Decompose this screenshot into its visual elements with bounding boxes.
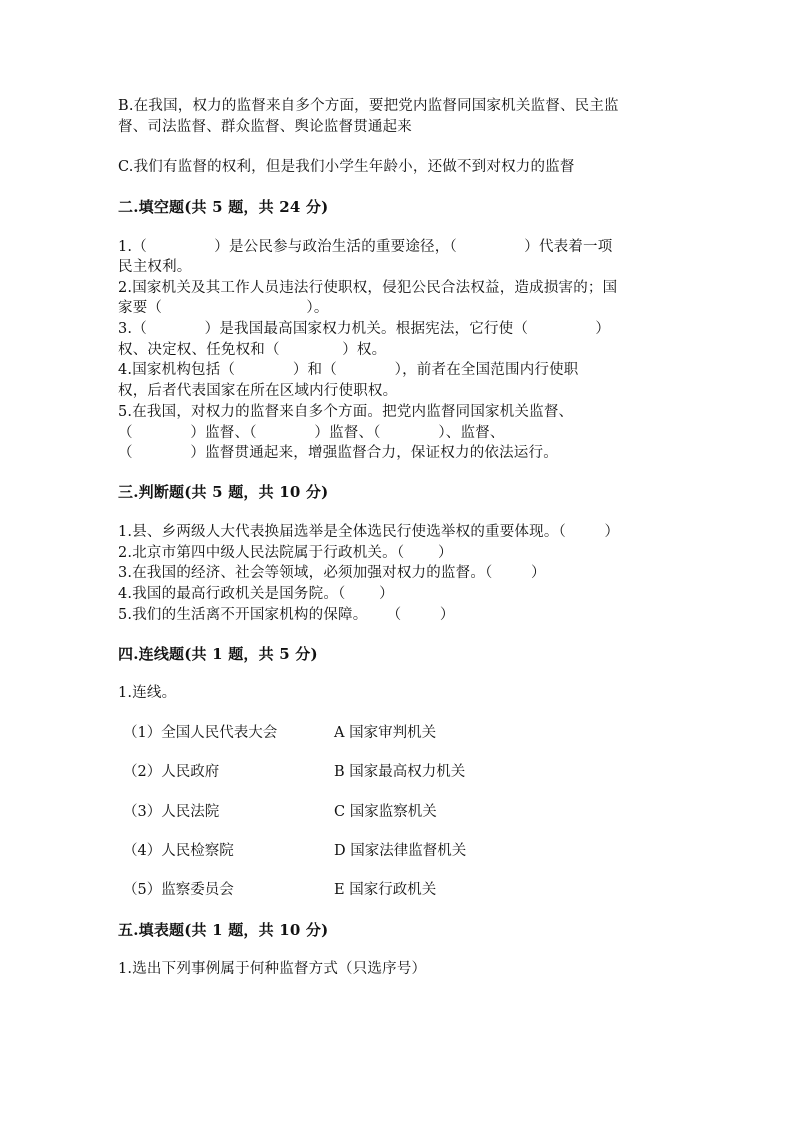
matching-left-item: （1）全国人民代表大会 <box>123 725 278 741</box>
judgment-line: 4.我国的最高行政机关是国务院。（ ） <box>118 586 394 602</box>
matching-left-item: （4）人民检察院 <box>123 843 234 859</box>
section-4-heading: 四.连线题(共 1 题，共 5 分) <box>118 645 318 663</box>
fill-blank-line: 权、决定权、任免权和（ ）权。 <box>118 342 387 358</box>
fill-blank-line: 3.（ ）是我国最高国家权力机关。根据宪法，它行使（ ） <box>118 321 611 337</box>
fill-blank-line: 民主权利。 <box>118 259 192 275</box>
option-b-line1: B.在我国，权力的监督来自多个方面，要把党内监督同国家机关监督、民主监 <box>118 98 619 114</box>
fill-blank-line: 权，后者代表国家在所在区域内行使职权。 <box>118 383 398 399</box>
option-c-line1: C.我们有监督的权利，但是我们小学生年龄小，还做不到对权力的监督 <box>118 159 575 175</box>
judgment-line: 3.在我国的经济、社会等领域，必须加强对权力的监督。（ ） <box>118 565 546 581</box>
fill-blank-line: 4.国家机构包括（ ）和（ ），前者在全国范围内行使职 <box>118 362 579 378</box>
fill-blank-line: （ ）监督贯通起来，增强监督合力，保证权力的依法运行。 <box>118 445 558 461</box>
fill-blank-line: （ ）监督、（ ）监督、（ ）、监督、 <box>118 425 505 441</box>
fill-blank-line: 2.国家机关及其工作人员违法行使职权，侵犯公民合法权益，造成损害的；国 <box>118 280 618 296</box>
fill-blank-line: 5.在我国，对权力的监督来自多个方面。把党内监督同国家机关监督、 <box>118 404 574 420</box>
matching-right-item: A 国家审判机关 <box>334 725 437 741</box>
fill-blank-line: 家要（ ）。 <box>118 300 329 316</box>
matching-left-item: （3）人民法院 <box>123 804 220 820</box>
section-3-heading: 三.判断题(共 5 题，共 10 分) <box>118 483 329 501</box>
matching-right-item: D 国家法律监督机关 <box>334 843 467 859</box>
matching-left-item: （5）监察委员会 <box>123 882 234 898</box>
matching-left-item: （2）人民政府 <box>123 764 220 780</box>
table-question: 1.选出下列事例属于何种监督方式（只选序号） <box>118 961 427 977</box>
matching-question: 1.连线。 <box>118 685 177 701</box>
fill-blank-line: 1.（ ）是公民参与政治生活的重要途径，（ ）代表着一项 <box>118 239 613 255</box>
matching-right-item: E 国家行政机关 <box>334 882 437 898</box>
judgment-line: 5.我们的生活离不开国家机构的保障。 （ ） <box>118 607 455 623</box>
section-2-heading: 二.填空题(共 5 题，共 24 分) <box>118 198 329 216</box>
option-b-line2: 督、司法监督、群众监督、舆论监督贯通起来 <box>118 119 412 135</box>
section-5-heading: 五.填表题(共 1 题，共 10 分) <box>118 921 329 939</box>
judgment-line: 2.北京市第四中级人民法院属于行政机关。（ ） <box>118 545 453 561</box>
judgment-line: 1.县、乡两级人大代表换届选举是全体选民行使选举权的重要体现。（ ） <box>118 524 620 540</box>
matching-right-item: C 国家监察机关 <box>334 804 437 820</box>
matching-right-item: B 国家最高权力机关 <box>334 764 466 780</box>
